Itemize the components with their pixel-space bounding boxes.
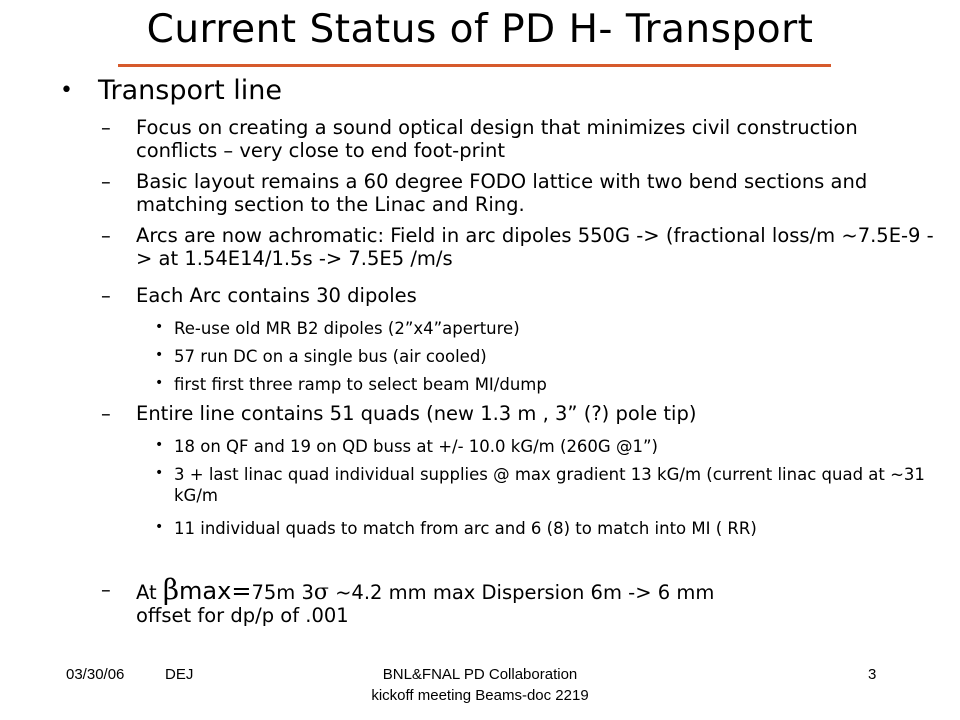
- dash-marker: –: [101, 170, 111, 193]
- sigma-symbol: σ: [313, 580, 329, 605]
- beta-prefix: At: [136, 581, 163, 604]
- subitem-text: first first three ramp to select beam MI/dump: [174, 375, 547, 394]
- dash-marker: –: [101, 402, 111, 425]
- footer-author: DEJ: [165, 666, 194, 683]
- dash-marker: –: [101, 224, 111, 247]
- subitem-text: 18 on QF and 19 on QD buss at +/- 10.0 kG/m (260G @1”): [174, 437, 658, 456]
- slide-title: Current Status of PD H- Transport: [146, 7, 814, 52]
- sub-bullet: •: [155, 437, 164, 453]
- title-underline: [118, 64, 831, 67]
- beta-max-label: max=: [179, 577, 252, 605]
- beta-rest-line1: ~4.2 mm max Dispersion 6m -> 6 mm: [328, 581, 715, 604]
- footer-page-number: 3: [868, 666, 877, 683]
- sub-bullet: •: [155, 319, 164, 335]
- footer-date: 03/30/06: [66, 666, 125, 683]
- item-text: [136, 573, 936, 627]
- subitem-text: 3 + last linac quad individual supplies @ max gradient 13 kG/m (current linac quad at ~31 kG/m: [174, 465, 925, 505]
- dash-marker: –: [101, 284, 111, 307]
- dash-marker: –: [101, 578, 111, 601]
- item-text: Entire line contains 51 quads (new 1.3 m , 3” (?) pole tip): [136, 402, 697, 425]
- beta-value: 75m 3: [251, 581, 314, 604]
- subitem-text: Re-use old MR B2 dipoles (2”x4”aperture): [174, 319, 520, 338]
- dash-marker: –: [101, 116, 111, 139]
- bullet-dot: •: [60, 78, 73, 103]
- sub-bullet: •: [155, 375, 164, 391]
- item-text: Each Arc contains 30 dipoles: [136, 284, 417, 307]
- beta-rest-line2: offset for dp/p of .001: [136, 604, 349, 627]
- sub-bullet: •: [155, 347, 164, 363]
- footer-center: [300, 664, 660, 706]
- footer-center-line1: BNL&FNAL PD Collaboration: [382, 666, 578, 683]
- subitem-text: 11 individual quads to match from arc and 6 (8) to match into MI ( RR): [174, 519, 757, 538]
- sub-bullet: •: [155, 465, 164, 481]
- level1-text: Transport line: [98, 75, 283, 106]
- item-text: Basic layout remains a 60 degree FODO lattice with two bend sections and matching section to the Linac and Ring.: [136, 170, 868, 216]
- item-text: Focus on creating a sound optical design that minimizes civil construction conflicts – very close to end foot-print: [136, 116, 858, 162]
- sub-bullet: •: [155, 519, 164, 535]
- subitem-text: 57 run DC on a single bus (air cooled): [174, 347, 487, 366]
- item-text: Arcs are now achromatic: Field in arc dipoles 550G -> (fractional loss/m ~7.5E-9 -> at 1.54E14/1.5s -> 7.5E5 /m/s: [136, 224, 934, 270]
- footer-center-line2: kickoff meeting Beams-doc 2219: [371, 687, 589, 704]
- beta-symbol: β: [162, 573, 180, 606]
